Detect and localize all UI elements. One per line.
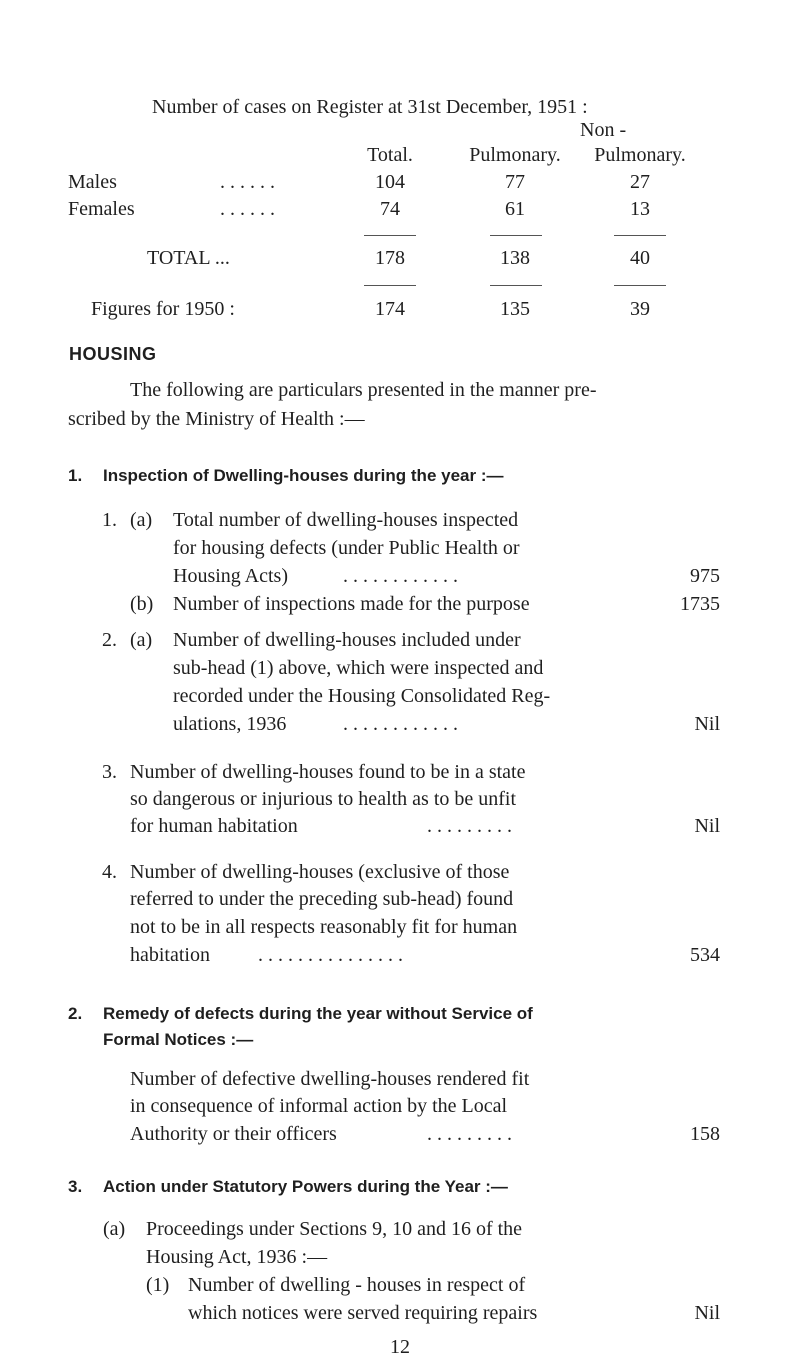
row-dots: . . . . . . — [220, 198, 275, 220]
intro-line: The following are particulars presented in the manner pre- — [130, 379, 597, 401]
section-number: 2. — [68, 1004, 83, 1023]
males-total: 104 — [375, 171, 405, 193]
item-value: Nil — [694, 815, 720, 837]
section-title: Formal Notices :— — [103, 1030, 254, 1049]
leader-dots: . . . . . . . . . . . . — [343, 565, 458, 587]
item-value: 534 — [690, 944, 720, 966]
item-text: in consequence of informal action by the Local — [130, 1095, 508, 1117]
row-label-males: Males — [68, 171, 117, 193]
leader-dots: . . . . . . . . . — [427, 1123, 512, 1145]
item-label: (b) — [130, 593, 154, 615]
total-non-pulmonary: 40 — [630, 247, 650, 269]
males-non-pulmonary: 27 — [630, 171, 650, 193]
females-pulmonary: 61 — [505, 198, 525, 220]
item-text: Housing Acts) — [173, 565, 288, 587]
item-text: Number of dwelling-houses found to be in a state — [130, 761, 526, 783]
item-text: referred to under the preceding sub-head) found — [130, 888, 514, 910]
divider — [490, 285, 542, 286]
col-header-non-pulmonary: Pulmonary. — [594, 144, 686, 166]
item-label: (1) — [146, 1274, 170, 1296]
row-label-total: TOTAL ... — [147, 247, 230, 269]
row-label-females: Females — [68, 198, 135, 220]
females-total: 74 — [380, 198, 400, 220]
col-header-non-prefix: Non - — [580, 119, 627, 141]
item-number: 2. — [102, 629, 117, 651]
prev-non-pulmonary: 39 — [630, 298, 650, 320]
divider — [614, 285, 666, 286]
item-number: 3. — [102, 761, 117, 783]
section-number: 1. — [68, 466, 83, 485]
item-text: for human habitation — [130, 815, 298, 837]
intro-line: scribed by the Ministry of Health :— — [68, 408, 365, 430]
item-value: 1735 — [680, 593, 720, 615]
item-text: Number of dwelling-houses (exclusive of those — [130, 861, 510, 883]
item-text: Number of defective dwelling-houses rendered fit — [130, 1068, 530, 1090]
item-label: (a) — [130, 509, 153, 531]
leader-dots: . . . . . . . . . . . . — [343, 713, 458, 735]
item-text: habitation — [130, 944, 210, 966]
page-number: 12 — [390, 1336, 410, 1358]
item-text: so dangerous or injurious to health as to be unfit — [130, 788, 517, 810]
item-text: Authority or their officers — [130, 1123, 337, 1145]
section-number: 3. — [68, 1177, 83, 1196]
item-text: Number of dwelling-houses included under — [173, 629, 521, 651]
total-total: 178 — [375, 247, 405, 269]
register-title: Number of cases on Register at 31st December, 1951 : — [152, 96, 588, 118]
col-header-pulmonary: Pulmonary. — [469, 144, 561, 166]
item-text: Total number of dwelling-houses inspected — [173, 509, 519, 531]
item-value: Nil — [694, 713, 720, 735]
item-label: (a) — [130, 629, 153, 651]
divider — [614, 235, 666, 236]
row-dots: . . . . . . — [220, 171, 275, 193]
divider — [364, 285, 416, 286]
section-title: Remedy of defects during the year without Service of — [103, 1004, 533, 1023]
section-title: Action under Statutory Powers during the Year :— — [103, 1177, 508, 1196]
item-text: ulations, 1936 — [173, 713, 287, 735]
total-pulmonary: 138 — [500, 247, 530, 269]
item-number: 1. — [102, 509, 117, 531]
section-title: Inspection of Dwelling-houses during the year :— — [103, 466, 504, 485]
item-text: Proceedings under Sections 9, 10 and 16 of the — [146, 1218, 523, 1240]
leader-dots: . . . . . . . . . — [427, 815, 512, 837]
leader-dots: . . . . . . . . . . . . . . . — [258, 944, 403, 966]
divider — [364, 235, 416, 236]
col-header-total: Total. — [367, 144, 413, 166]
item-text: which notices were served requiring repairs — [188, 1302, 538, 1324]
item-text: Housing Act, 1936 :— — [146, 1246, 328, 1268]
item-text: sub-head (1) above, which were inspected and — [173, 657, 544, 679]
item-text: for housing defects (under Public Health or — [173, 537, 520, 559]
item-value: 158 — [690, 1123, 720, 1145]
divider — [490, 235, 542, 236]
item-value: 975 — [690, 565, 720, 587]
item-value: Nil — [694, 1302, 720, 1324]
item-number: 4. — [102, 861, 117, 883]
prev-total: 174 — [375, 298, 405, 320]
row-label-1950: Figures for 1950 : — [91, 298, 235, 320]
males-pulmonary: 77 — [505, 171, 525, 193]
item-text: recorded under the Housing Consolidated Reg- — [173, 685, 551, 707]
item-text: Number of dwelling - houses in respect of — [188, 1274, 526, 1296]
item-text: Number of inspections made for the purpose — [173, 593, 530, 615]
housing-heading: HOUSING — [69, 344, 157, 364]
prev-pulmonary: 135 — [500, 298, 530, 320]
item-label: (a) — [103, 1218, 126, 1240]
females-non-pulmonary: 13 — [630, 198, 650, 220]
item-text: not to be in all respects reasonably fit for human — [130, 916, 518, 938]
